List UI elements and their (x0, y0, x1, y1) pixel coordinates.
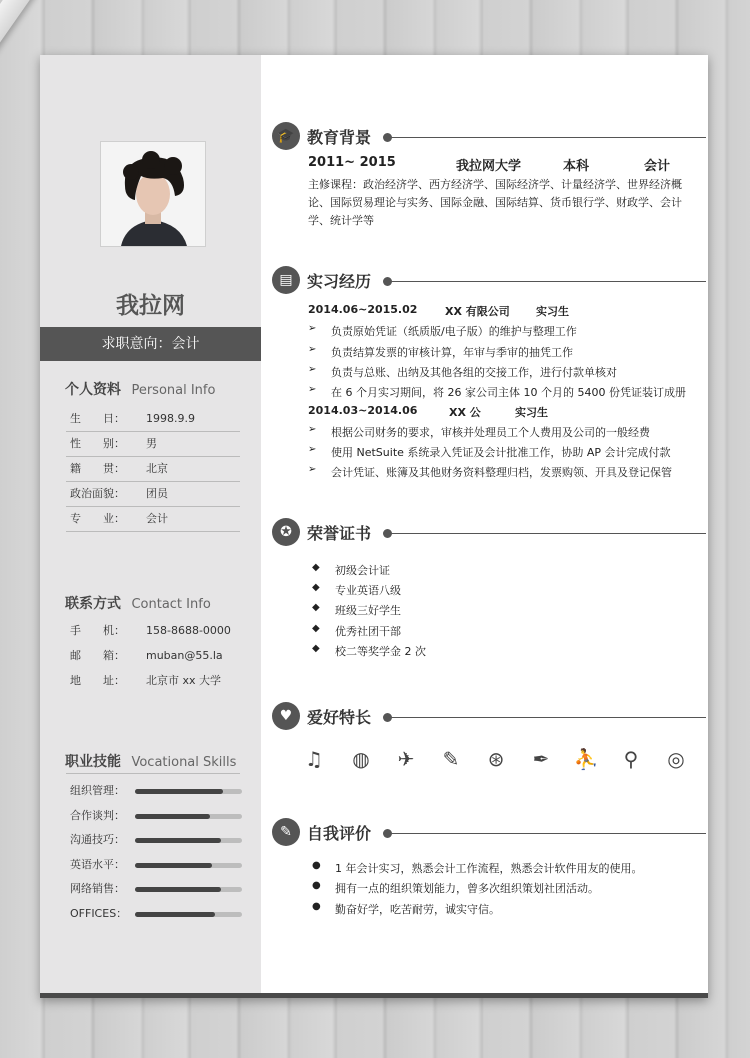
edu-years: 2011~ 2015 (308, 155, 396, 170)
personal-title-en: Personal Info (131, 383, 216, 398)
info-value: 1998.9.9 (146, 412, 195, 425)
dot-bullet-icon: ● (312, 860, 321, 871)
self-eval-header (270, 818, 708, 848)
runner-icon: ⛹ (573, 747, 599, 771)
honor-text: 专业英语八级 (335, 584, 401, 597)
info-row (66, 507, 240, 532)
eval-text: 1 年会计实习，熟悉会计工作流程，熟悉会计软件用友的使用。 (335, 862, 643, 875)
pen-icon: ✎ (442, 747, 460, 771)
info-key: 地 址： (70, 674, 125, 687)
address-value: 北京市 xx 大学 (146, 674, 222, 687)
skill-row (70, 855, 250, 875)
page-bottom-bar (40, 993, 708, 998)
info-key: 政治面貌： (70, 487, 125, 500)
divider (66, 773, 240, 774)
skills-title-cn: 职业技能 (65, 754, 121, 770)
profile-photo (100, 141, 206, 247)
header-line (390, 533, 706, 534)
job-period: 2014.06~2015.02 (308, 303, 418, 316)
bullet-text: 负责原始凭证（纸质版/电子版）的维护与整理工作 (331, 325, 577, 338)
section-title: 实习经历 (307, 272, 372, 291)
edu-courses: 主修课程：政治经济学、西方经济学、国际经济学、计量经济学、世界经济概论、国际贸易理论与实务、国际金融、国际结算、货币银行学、财政学、会计学、统计学等 (308, 178, 682, 227)
diamond-bullet-icon: ◆ (312, 562, 320, 573)
contact-title-cn: 联系方式 (65, 596, 121, 612)
personal-title-cn: 个人资料 (65, 382, 121, 398)
diamond-bullet-icon: ◆ (312, 623, 320, 634)
edu-major: 会计 (644, 159, 671, 174)
globe-icon: ◎ (667, 747, 685, 771)
info-key: 籍 贯： (70, 462, 125, 475)
skill-label: 组织管理： (70, 784, 125, 797)
skill-row (70, 806, 250, 826)
job-intent: 求职意向：会计 (40, 327, 261, 361)
arrow-bullet-icon: ➢ (308, 364, 317, 375)
airplane-icon: ✈ (397, 747, 415, 771)
info-value: 团员 (146, 487, 168, 500)
job-company: XX 有限公司 (445, 305, 510, 318)
section-title: 爱好特长 (307, 708, 372, 727)
honors-header (270, 518, 708, 548)
honor-text: 优秀社团干部 (335, 625, 401, 638)
arrow-bullet-icon: ➢ (308, 344, 317, 355)
info-row (66, 669, 240, 693)
personal-info-title (65, 379, 215, 399)
arrow-bullet-icon: ➢ (308, 424, 317, 435)
job-period: 2014.03~2014.06 (308, 404, 418, 417)
bullet-text: 在 6 个月实习期间，将 26 家公司主体 10 个月的 5400 份凭证装订成册 (331, 386, 686, 399)
skill-bar-fill (135, 814, 210, 819)
header-line (390, 137, 706, 138)
education-header (270, 122, 708, 152)
arrow-bullet-icon: ➢ (308, 323, 317, 334)
heart-icon: ♥ (272, 702, 300, 730)
skill-label: 合作谈判： (70, 809, 125, 822)
skill-bar-fill (135, 912, 215, 917)
edu-degree: 本科 (563, 159, 590, 174)
arrow-bullet-icon: ➢ (308, 384, 317, 395)
edit-icon: ✎ (272, 818, 300, 846)
skill-bar-fill (135, 863, 212, 868)
document-icon: ▤ (272, 266, 300, 294)
skill-bar-fill (135, 838, 221, 843)
film-reel-icon: ⊛ (487, 747, 505, 771)
internship-header (270, 266, 708, 296)
skill-bar (135, 863, 242, 868)
honor-text: 校二等奖学金 2 次 (335, 645, 426, 658)
info-row (66, 432, 240, 457)
honor-text: 班级三好学生 (335, 604, 401, 617)
info-value: 会计 (146, 512, 168, 525)
diamond-bullet-icon: ◆ (312, 602, 320, 613)
skill-bar-fill (135, 887, 221, 892)
edu-school: 我拉网大学 (456, 159, 522, 174)
skill-row (70, 781, 250, 801)
honor-text: 初级会计证 (335, 564, 390, 577)
job-role: 实习生 (536, 305, 569, 318)
skill-row (70, 879, 250, 899)
info-row (66, 482, 240, 507)
skill-bar (135, 789, 242, 794)
arrow-bullet-icon: ➢ (308, 444, 317, 455)
candidate-name: 我拉网 (116, 293, 185, 319)
skill-label: OFFICES： (70, 907, 128, 920)
eval-text: 勤奋好学，吃苦耐劳，诚实守信。 (335, 903, 500, 916)
skill-label: 网络销售： (70, 882, 125, 895)
info-value: 北京 (146, 462, 168, 475)
skill-row (70, 830, 250, 850)
contact-title-en: Contact Info (131, 597, 211, 612)
bullet-text: 根据公司财务的要求，审核并处理员工个人费用及公司的一般经费 (331, 426, 650, 439)
skill-bar (135, 814, 242, 819)
info-key: 手 机： (70, 624, 125, 637)
eval-text: 拥有一点的组织策划能力，曾多次组织策划社团活动。 (335, 882, 599, 895)
job-role: 实习生 (515, 406, 548, 419)
skills-title (65, 751, 236, 771)
diamond-bullet-icon: ◆ (312, 582, 320, 593)
bullet-text: 使用 NetSuite 系统录入凭证及会计批准工作，协助 AP 会计完成付款 (331, 446, 671, 459)
diamond-bullet-icon: ◆ (312, 643, 320, 654)
skill-label: 英语水平： (70, 858, 125, 871)
header-line (390, 281, 706, 282)
info-key: 生 日： (70, 412, 125, 425)
info-row (66, 644, 240, 668)
bullet-text: 负责结算发票的审核计算，年审与季审的抽凭工作 (331, 346, 573, 359)
hobby-icons (300, 745, 700, 775)
section-title: 荣誉证书 (307, 524, 372, 543)
dot-bullet-icon: ● (312, 901, 321, 912)
hobbies-header (270, 702, 708, 732)
skill-bar (135, 838, 242, 843)
info-row (66, 407, 240, 432)
skill-bar-fill (135, 789, 223, 794)
info-key: 性 别： (70, 437, 125, 450)
info-key: 专 业： (70, 512, 125, 525)
info-row (66, 457, 240, 482)
dot-bullet-icon: ● (312, 880, 321, 891)
email-value: muban@55.la (146, 649, 223, 662)
bullet-text: 负责与总账、出纳及其他各组的交接工作，进行付款单核对 (331, 366, 617, 379)
skills-title-en: Vocational Skills (131, 755, 237, 770)
header-line (390, 717, 706, 718)
info-key: 邮 箱： (70, 649, 125, 662)
skill-bar (135, 912, 242, 917)
quill-icon: ✒ (532, 747, 550, 771)
info-row (66, 619, 240, 643)
bullet-text: 会计凭证、账簿及其他财务资料整理归档，发票购领、开具及登记保管 (331, 466, 672, 479)
main-content (270, 55, 708, 993)
basketball-icon: ◍ (352, 747, 370, 771)
contact-info-title (65, 593, 211, 613)
ping-pong-icon: ⚲ (623, 747, 639, 771)
phone-value: 158-8688-0000 (146, 624, 231, 637)
music-note-icon: ♫ (305, 747, 323, 771)
skill-label: 沟通技巧： (70, 833, 125, 846)
skill-bar (135, 887, 242, 892)
arrow-bullet-icon: ➢ (308, 464, 317, 475)
skill-row (70, 904, 250, 924)
graduation-cap-icon: 🎓 (272, 122, 300, 150)
resume-page (40, 55, 708, 998)
info-value: 男 (146, 437, 157, 450)
sidebar (40, 55, 261, 993)
section-title: 教育背景 (307, 128, 372, 147)
award-badge-icon: ✪ (272, 518, 300, 546)
section-title: 自我评价 (307, 824, 372, 843)
header-line (390, 833, 706, 834)
job-company: XX 公 (449, 406, 481, 419)
